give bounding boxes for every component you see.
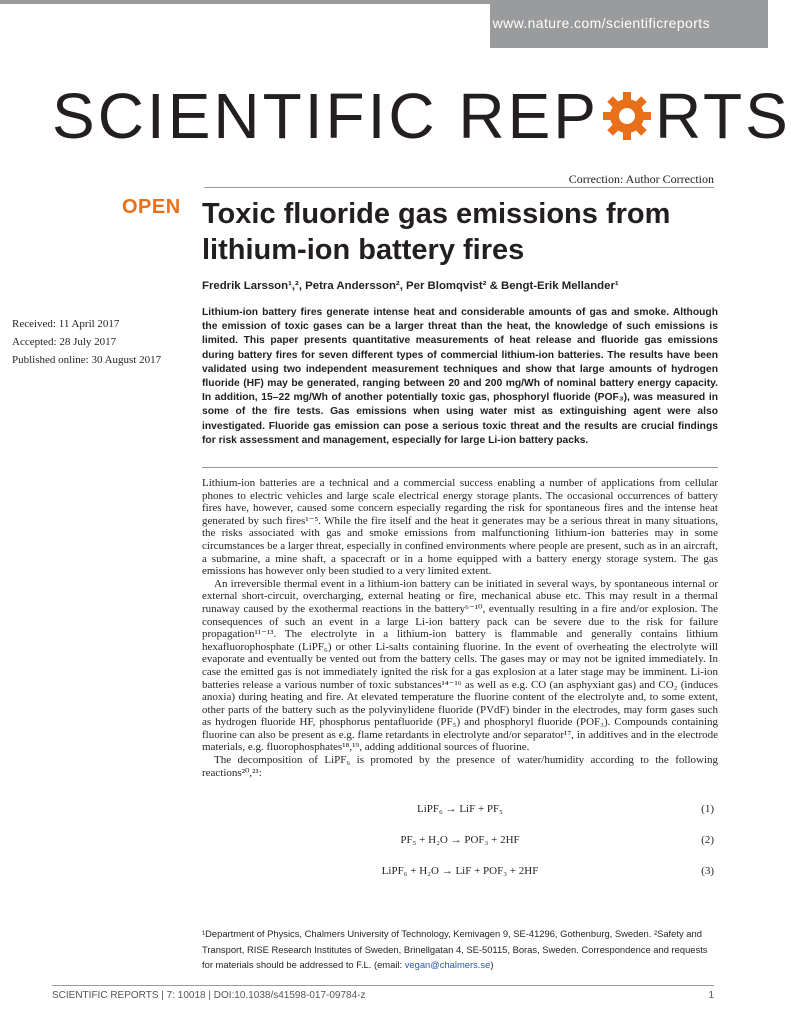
equation-number: (1) [701, 803, 714, 815]
page-footer [52, 990, 366, 1001]
footer-citation: | 7: 10018 | DOI:10.1038/s41598-017-09784-z [158, 990, 366, 1001]
gear-icon [601, 84, 653, 136]
masthead-text-2: RTS [654, 80, 791, 152]
equation-expression: PF₅ + H₂O → POF₃ + 2HF [400, 834, 520, 846]
article-dates [12, 315, 161, 369]
divider [52, 985, 714, 986]
article-title: Toxic fluoride gas emissions from lithium-ion battery fires [202, 198, 671, 266]
page-number: 1 [708, 990, 714, 1001]
journal-masthead [52, 80, 791, 152]
url-tab[interactable] [490, 0, 768, 48]
equation-number: (3) [701, 865, 714, 877]
equation-number: (2) [701, 834, 714, 846]
divider [204, 187, 714, 188]
footnote-end: ) [490, 959, 494, 971]
divider [202, 467, 718, 468]
article-body [202, 477, 718, 779]
email-link[interactable]: vegan@chalmers.se [404, 959, 491, 971]
abstract: Lithium-ion battery fires generate intense heat and considerable amounts of gas and smoke. Although the emission of toxic gases can be a larger threat than the heat, the knowledge of such emissions is limited. This paper presents quantitative measurements of heat release and fluoride gas emissions during battery fires for seven different types of commercial lithium-ion batteries. The results have been validated using two independent measurement techniques and show that large amounts of hydrogen fluoride (HF) may be generated, ranging between 20 and 200 mg/Wh of nominal battery energy capacity. In addition, 15–22 mg/Wh of another potentially toxic gas, phosphoryl fluoride (POF₃), was measured in some of the fire tests. Gas emissions when using water mist as extinguishing agent were also investigated. Fluoride gas emission can pose a serious toxic threat and the results are crucial findings for risk assessment and management, especially for large Li-ion battery packs. [202, 307, 718, 446]
accepted-date: Accepted: 28 July 2017 [12, 336, 117, 348]
published-date: Published online: 30 August 2017 [12, 354, 162, 366]
equation-expression: LiPF₆ + H₂O → LiF + POF₃ + 2HF [381, 865, 539, 877]
paragraph: The decomposition of LiPF₆ is promoted by the presence of water/humidity according to the following reactions²⁰,²¹: [202, 754, 718, 779]
paragraph: Lithium-ion batteries are a technical and a commercial success enabling a number of applications from cellular phones to electric vehicles and large scale electrical energy storage plants. The occasional occurrences of battery fires have, however, caused some concern especially regarding the risk for spontaneous fires and the intense heat generated by such fires¹⁻⁵. While the fire itself and the heat it generates may be a serious threat in many situations, the risks associated with gas and smoke emissions from malfunctioning lithium-ion batteries may in some circumstances be a larger threat, especially in confined environments where people are present, such as in an aircraft, a submarine, a mine shaft, a spacecraft or in a home equipped with a battery energy storage system. The gas emissions has however only been studied to a very limited extent. [202, 477, 718, 578]
top-rule [0, 0, 490, 4]
paragraph: An irreversible thermal event in a lithium-ion battery can be initiated in several ways, by spontaneous internal or external short-circuit, overcharging, external heating or fire, mechanical abuse etc. This may result in a thermal runaway caused by the exothermal reactions in the battery⁶⁻¹⁰, eventually resulting in a fire and/or explosion. The consequences of such an event in a large Li-ion battery pack can be severe due to the risk for failure propagation¹¹⁻¹³. The electrolyte in a lithium-ion battery is flammable and generally contains lithium hexafluorophosphate (LiPF₆) or other Li-salts containing fluorine. In the event of overheating the electrolyte will evaporate and eventually be vented out from the battery cells. The gases may or may not be ignited immediately. In case the emitted gas is not immediately ignited the risk for a gas explosion at a later stage may be imminent. Li-ion batteries release a various number of toxic substances¹⁴⁻¹⁶ as well as e.g. CO (an asphyxiant gas) and CO₂ (induces anoxia) during heating and fire. At elevated temperature the fluorine content of the electrolyte and, to some extent, other parts of the battery such as the polyvinylidene fluoride (PVdF) binder in the electrodes, may form gases such as hydrogen fluoride HF, phosphorus pentafluoride (PF₅) and phosphoryl fluoride (POF₃). Compounds containing fluorine can also be present as e.g. flame retardants in electrolyte and/or separator¹⁷, in additives and in the electrode materials, e.g. fluorophosphates¹⁸,¹⁹, adding additional sources of fluorine. [202, 577, 718, 754]
masthead-text-1: SCIENTIFIC REP [52, 80, 599, 152]
author-list: Fredrik Larsson¹,², Petra Andersson², Per Blomqvist² & Bengt-Erik Mellander¹ [202, 280, 619, 292]
open-access-badge: OPEN [122, 196, 181, 218]
journal-url[interactable]: www.nature.com/scientificreports [492, 15, 710, 31]
correction-notice[interactable]: Correction: Author Correction [568, 172, 714, 186]
equation-expression: LiPF₆ → LiF + PF₅ [416, 803, 503, 815]
received-date: Received: 11 April 2017 [12, 318, 120, 330]
top-bar [0, 0, 768, 48]
footer-journal: SCIENTIFIC REPORTS [52, 990, 159, 1001]
footnote-text: ¹Department of Physics, Chalmers University of Technology, Kemivagen 9, SE-41296, Gothenburg, Sweden. ²Safety and Transport, RISE Research Institutes of Sweden, Brinellgatan 4, SE-50115, Boras, Sweden. Correspondence and requests for materials should be addressed to F.L. (email: [202, 928, 708, 971]
affiliations-footnote [202, 926, 718, 973]
